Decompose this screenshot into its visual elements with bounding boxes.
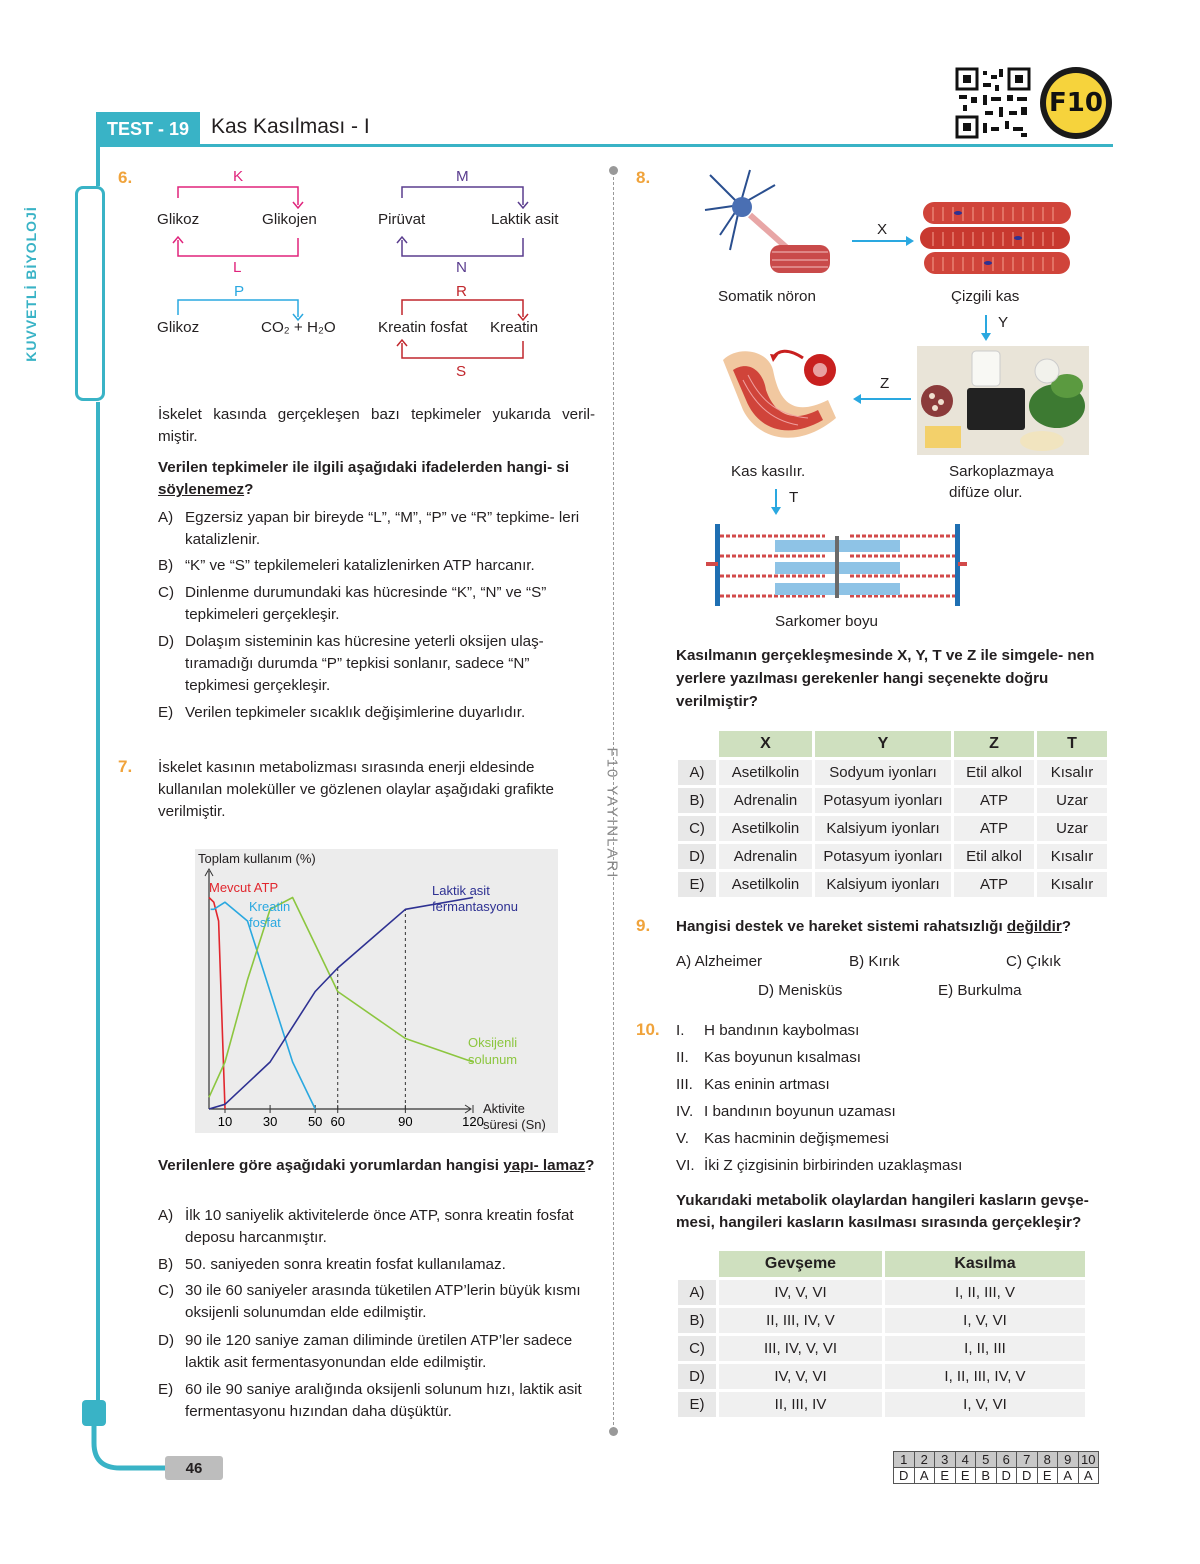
side-label: KUVVETLİ BİYOLOJİ — [23, 206, 39, 362]
q10-item — [676, 1101, 1116, 1123]
key-answer: A — [914, 1468, 935, 1484]
sarcomere-label: Sarkomer boyu — [775, 613, 878, 630]
product-laktik: Laktik asit — [491, 211, 559, 228]
label-l: L — [233, 259, 242, 276]
q10-row-c[interactable]: C) III, IV, V, VI I, II, III — [678, 1336, 1085, 1361]
chart-xlabel: Aktivite süresi (Sn) — [483, 1101, 546, 1132]
key-number: 5 — [976, 1452, 997, 1468]
q8-col-t: T — [1037, 731, 1107, 757]
q9-stem: Hangisi destek ve hareket sistemi rahatsızlığı değildir? — [676, 918, 1072, 935]
key-answer: B — [976, 1468, 997, 1484]
striated-muscle-image — [918, 197, 1073, 279]
q8-col-y: Y — [815, 731, 951, 757]
q7-number: 7. — [118, 757, 133, 776]
key-number: 1 — [894, 1452, 915, 1468]
q10-item — [676, 1128, 1116, 1150]
key-answer: D — [894, 1468, 915, 1484]
q9-option-c[interactable]: C) Çıkık — [1006, 953, 1061, 970]
x-tick-label: 30 — [262, 1114, 278, 1129]
page-title: Kas Kasılması - I — [211, 115, 370, 138]
arrow-y-label: Y — [998, 314, 1009, 331]
chart-ylabel: Toplam kullanım (%) — [198, 851, 316, 866]
q6-number: 6. — [118, 168, 133, 187]
key-number: 2 — [914, 1452, 935, 1468]
key-number: 10 — [1078, 1452, 1099, 1468]
q10-item-text: Kas eninin artması — [704, 1076, 830, 1093]
q10-item-text: Kas hacminin değişmemesi — [704, 1130, 889, 1147]
key-number: 3 — [935, 1452, 956, 1468]
reactant-kreatin-fosfat: Kreatin fosfat — [378, 319, 468, 336]
test-badge: TEST - 19 — [96, 112, 200, 146]
x-tick-label: 60 — [330, 1114, 345, 1129]
q6-stem: Verilen tepkimeler ile ilgili aşağıdaki ifadelerden hangi- si söylenemez? — [158, 459, 570, 498]
q10-col-gevseme: Gevşeme — [719, 1251, 882, 1277]
brand-text: F10 — [1046, 73, 1106, 133]
muscle-label: Çizgili kas — [951, 288, 1020, 305]
q9-option-e[interactable]: E) Burkulma — [938, 982, 1022, 999]
reactant-glikoz: Glikoz — [157, 211, 200, 228]
key-number: 4 — [955, 1452, 976, 1468]
q10-row-d[interactable]: D) IV, V, VI I, II, III, IV, V — [678, 1364, 1085, 1389]
side-rail — [96, 402, 100, 1402]
q9-option-d[interactable]: D) Menisküs — [758, 982, 843, 999]
q10-answer-table — [675, 1248, 1088, 1420]
q10-item-num: III. — [676, 1076, 693, 1093]
q10-item-num: I. — [676, 1022, 685, 1039]
page-corner-decor — [80, 1398, 170, 1478]
q10-row-e[interactable]: E) II, III, IV I, V, VI — [678, 1392, 1085, 1417]
q7-stem: Verilenlere göre aşağıdaki yorumlardan hangisi yapı- lamaz? — [158, 1157, 595, 1174]
q8-row-a[interactable]: A) Asetilkolin Sodyum iyonları Etil alkol Kısalır — [678, 760, 1107, 785]
q9-number: 9. — [636, 916, 651, 935]
x-tick-label: 120 — [462, 1114, 484, 1129]
key-answer: A — [1058, 1468, 1079, 1484]
q10-item-num: II. — [676, 1049, 689, 1066]
side-tab — [75, 186, 105, 401]
q10-item — [676, 1020, 1116, 1042]
label-m: M — [456, 168, 469, 185]
q10-item — [676, 1074, 1116, 1096]
product-kreatin: Kreatin — [490, 319, 539, 336]
q7-intro: İskelet kasının metabolizması sırasında enerji eldesinde kullanılan moleküller ve gözlenen olaylar aşağıdaki grafikte verilmiştir. — [158, 759, 554, 820]
q10-item-text: Kas boyunun kısalması — [704, 1049, 862, 1066]
reactant-glikoz-2: Glikoz — [157, 319, 200, 336]
key-number: 7 — [1017, 1452, 1038, 1468]
key-answer: D — [996, 1468, 1017, 1484]
q10-row-a[interactable]: A) IV, V, VI I, II, III, V — [678, 1280, 1085, 1305]
q10-item — [676, 1047, 1116, 1069]
series-line — [209, 898, 225, 1110]
food-image — [917, 346, 1089, 455]
arrow-z-label: Z — [880, 375, 890, 392]
q8-row-b[interactable]: B) Adrenalin Potasyum iyonları ATP Uzar — [678, 788, 1107, 813]
label-r: R — [456, 283, 467, 300]
q10-row-b[interactable]: B) II, III, IV, V I, V, VI — [678, 1308, 1085, 1333]
key-number: 6 — [996, 1452, 1017, 1468]
reactant-piruvat: Pirüvat — [378, 211, 426, 228]
q10-stem: Yukarıdaki metabolik olaylardan hangileri kasların gevşe- mesi, hangileri kasların kasılması sırasında gerçekleşir? — [676, 1192, 1089, 1231]
q8-row-c[interactable]: C) Asetilkolin Kalsiyum iyonları ATP Uzar — [678, 816, 1107, 841]
qr-code-icon — [955, 67, 1031, 139]
label-s: S — [456, 363, 467, 380]
q6-reaction-diagram — [150, 165, 550, 380]
q10-col-kasilma: Kasılma — [885, 1251, 1085, 1277]
key-number: 8 — [1037, 1452, 1058, 1468]
arrow-x-label: X — [877, 221, 888, 238]
q8-stem: Kasılmanın gerçekleşmesinde X, Y, T ve Z ile simgele- nen yerlere yazılması gerekenler hangi seçenekte doğru verilmiştir? — [676, 647, 1095, 710]
key-number: 9 — [1058, 1452, 1079, 1468]
q10-item-num: VI. — [676, 1157, 695, 1174]
arrow-y — [979, 313, 993, 343]
q8-number: 8. — [636, 168, 651, 187]
q8-row-e[interactable]: E) Asetilkolin Kalsiyum iyonları ATP Kısalır — [678, 872, 1107, 897]
q10-item-text: I bandının boyunun uzaması — [704, 1103, 896, 1120]
arrow-x — [850, 234, 916, 248]
contract-label: Kas kasılır. — [731, 463, 806, 480]
label-p: P — [234, 283, 245, 300]
q9-option-b[interactable]: B) Kırık — [849, 953, 900, 970]
q10-item-text: İki Z çizgisinin birbirinden uzaklaşması — [704, 1157, 963, 1174]
q9-option-a[interactable]: A) Alzheimer — [676, 953, 763, 970]
arrow-t — [769, 487, 783, 517]
neuron-label: Somatik nöron — [718, 288, 816, 305]
sarcomere-image — [705, 522, 967, 608]
x-tick-label: 50 — [307, 1114, 323, 1129]
q10-item-num: V. — [676, 1130, 689, 1147]
q8-row-d[interactable]: D) Adrenalin Potasyum iyonları Etil alkol Kısalır — [678, 844, 1107, 869]
neuron-image — [700, 165, 840, 280]
key-answer: A — [1078, 1468, 1099, 1484]
answer-key — [893, 1451, 1099, 1484]
brand-logo — [1040, 67, 1112, 139]
product-co2: CO₂ + H₂O — [261, 319, 336, 336]
legend-la: Laktik asit fermantasyonu — [432, 883, 518, 914]
key-answer: E — [1037, 1468, 1058, 1484]
q8-col-z: Z — [954, 731, 1034, 757]
product-glikojen: Glikojen — [262, 211, 317, 228]
arrow-t-label: T — [789, 489, 799, 506]
arrow-z — [851, 392, 913, 406]
x-tick-label: 90 — [398, 1114, 413, 1129]
key-answer: E — [955, 1468, 976, 1484]
sarco-label: Sarkoplazmaya difüze olur. — [949, 463, 1054, 501]
key-answer: D — [1017, 1468, 1038, 1484]
q10-item-text: H bandının kaybolması — [704, 1022, 860, 1039]
header-rule — [96, 144, 1113, 147]
label-n: N — [456, 259, 467, 276]
q8-answer-table — [675, 728, 1110, 900]
watermark: F10 YAYINLARI — [603, 747, 621, 880]
legend-kf: Kreatin fosfat — [249, 899, 291, 930]
key-answer: E — [935, 1468, 956, 1484]
divider-dot — [609, 166, 618, 175]
label-k: K — [233, 168, 244, 185]
arm-flex-image — [718, 340, 848, 455]
q10-number: 10. — [636, 1020, 660, 1039]
legend-os: Oksijenli solunum — [468, 1035, 518, 1067]
q8-col-x: X — [719, 731, 812, 757]
q10-item-num: IV. — [676, 1103, 694, 1120]
legend-atp: Mevcut ATP — [209, 880, 279, 895]
x-tick-label: 10 — [217, 1114, 233, 1129]
page-number: 46 — [165, 1456, 223, 1480]
divider-dot — [609, 1427, 618, 1436]
side-connector — [96, 146, 100, 186]
q10-item — [676, 1155, 1116, 1177]
q6-intro: İskelet kasında gerçekleşen bazı tepkimeler yukarıda veril- miştir. — [158, 406, 595, 445]
